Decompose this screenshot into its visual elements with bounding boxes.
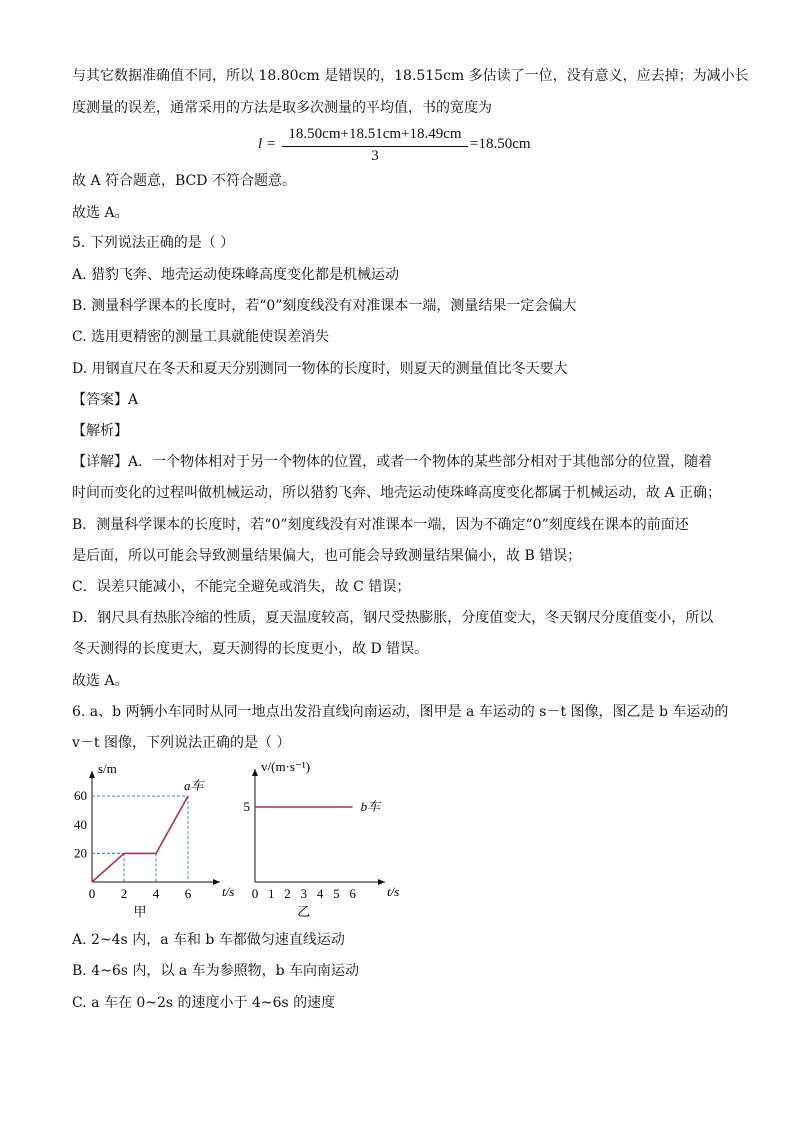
x-tick-label: 2 <box>284 886 291 901</box>
explanation-line: 【详解】A．一个物体相对于另一个物体的位置，或者一个物体的某些部分相对于其他部分的位置，随着 <box>72 454 713 470</box>
option-a: A. 猎豹飞奔、地壳运动使珠峰高度变化都是机械运动 <box>72 267 400 283</box>
question-5-stem: 5. 下列说法正确的是（ ） <box>72 235 235 251</box>
explanation-line: D．钢尺具有热胀冷缩的性质，夏天温度较高，钢尺受热膨胀，分度值变大，冬天钢尺分度值变小，所以 <box>72 610 714 626</box>
explanation-line: 时间而变化的过程叫做机械运动，所以猎豹飞奔、地壳运动使珠峰高度变化都属于机械运动，故 A 正确； <box>72 485 722 501</box>
chart-yi-v-t <box>240 759 400 922</box>
x-axis-arrow <box>378 879 385 885</box>
formula-denominator: 3 <box>371 148 379 164</box>
x-tick-label: 2 <box>120 886 128 901</box>
formula-result: =18.50cm <box>470 136 531 152</box>
x-tick-label: 0 <box>251 886 259 901</box>
chart-caption: 乙 <box>297 904 311 919</box>
series-label: a车 <box>184 778 204 794</box>
x-tick-label: 6 <box>349 886 356 901</box>
x-tick-label: 4 <box>152 886 160 901</box>
question-6-stem: 6. a、b 两辆小车同时从同一地点出发沿直线向南运动，图甲是 a 车运动的 s－t 图像，图乙是 b 车运动的 <box>72 704 729 720</box>
y-tick-label: 40 <box>74 816 87 832</box>
x-tick-label: 3 <box>300 886 308 901</box>
explanation-line: 是后面，所以可能会导致测量结果偏大，也可能会导致测量结果偏小，故 B 错误； <box>72 548 582 564</box>
option-c: C. a 车在 0~2s 的速度小于 4~6s 的速度 <box>72 995 336 1011</box>
answer-label: 【答案】A <box>72 392 139 408</box>
x-tick-label: 5 <box>333 886 340 901</box>
series-label: b车 <box>360 799 381 814</box>
average-formula <box>258 126 548 166</box>
paragraph-line: 故 A 符合题意，BCD 不符合题意。 <box>72 173 296 189</box>
x-tick-label: 6 <box>184 886 192 901</box>
x-axis-arrow <box>213 879 220 885</box>
formula-lhs: l = <box>258 136 277 152</box>
y-tick-label: 5 <box>243 799 250 814</box>
option-b: B. 测量科学课本的长度时，若“0”刻度线没有对准课本一端，测量结果一定会偏大 <box>72 298 577 314</box>
option-a: A. 2~4s 内，a 车和 b 车都做匀速直线运动 <box>72 932 345 948</box>
paragraph-line: 与其它数据准确值不同，所以 18.80cm 是错误的，18.515cm 多估读了一位，没有意义，应去掉；为减小长 <box>72 68 749 84</box>
y-axis-arrow <box>252 769 258 776</box>
x-tick-label: 0 <box>88 886 96 901</box>
option-c: C. 选用更精密的测量工具就能使误差消失 <box>72 329 330 345</box>
explanation-line: C．误差只能减小，不能完全避免或消失，故 C 错误； <box>72 579 411 595</box>
formula-numerator: 18.50cm+18.51cm+18.49cm <box>288 126 462 142</box>
option-d: D. 用钢直尺在冬天和夏天分别测同一物体的长度时，则夏天的测量值比冬天要大 <box>72 361 568 377</box>
question-6-stem: v－t 图像，下列说法正确的是（ ） <box>72 735 291 751</box>
x-tick-label: 1 <box>268 886 275 901</box>
y-tick-label: 20 <box>74 845 87 861</box>
paragraph-line: 故选 A。 <box>72 205 129 221</box>
x-axis-label: t/s <box>222 884 235 899</box>
option-b: B. 4~6s 内，以 a 车为参照物，b 车向南运动 <box>72 963 360 979</box>
explanation-line: 冬天测得的长度更大，夏天测得的长度更小，故 D 错误。 <box>72 641 429 657</box>
explanation-line: 故选 A。 <box>72 673 129 689</box>
explanation-line: B．测量科学课本的长度时，若“0”刻度线没有对准课本一端，因为不确定“0”刻度线在课本的前面还 <box>72 517 689 533</box>
y-axis-label: s/m <box>98 761 117 776</box>
paragraph-line: 度测量的误差，通常采用的方法是取多次测量的平均值，书的宽度为 <box>72 100 492 116</box>
x-tick-label: 4 <box>316 886 324 901</box>
y-axis-label: v/(m·s⁻¹) <box>261 759 311 774</box>
fraction-bar <box>282 146 468 147</box>
y-axis-arrow <box>89 771 95 778</box>
chart-caption: 甲 <box>133 904 147 919</box>
chart-jia-s-t <box>66 761 235 922</box>
y-tick-label: 60 <box>74 788 87 804</box>
series-line <box>92 796 188 882</box>
x-axis-label: t/s <box>387 884 400 899</box>
analysis-label: 【解析】 <box>72 423 128 439</box>
